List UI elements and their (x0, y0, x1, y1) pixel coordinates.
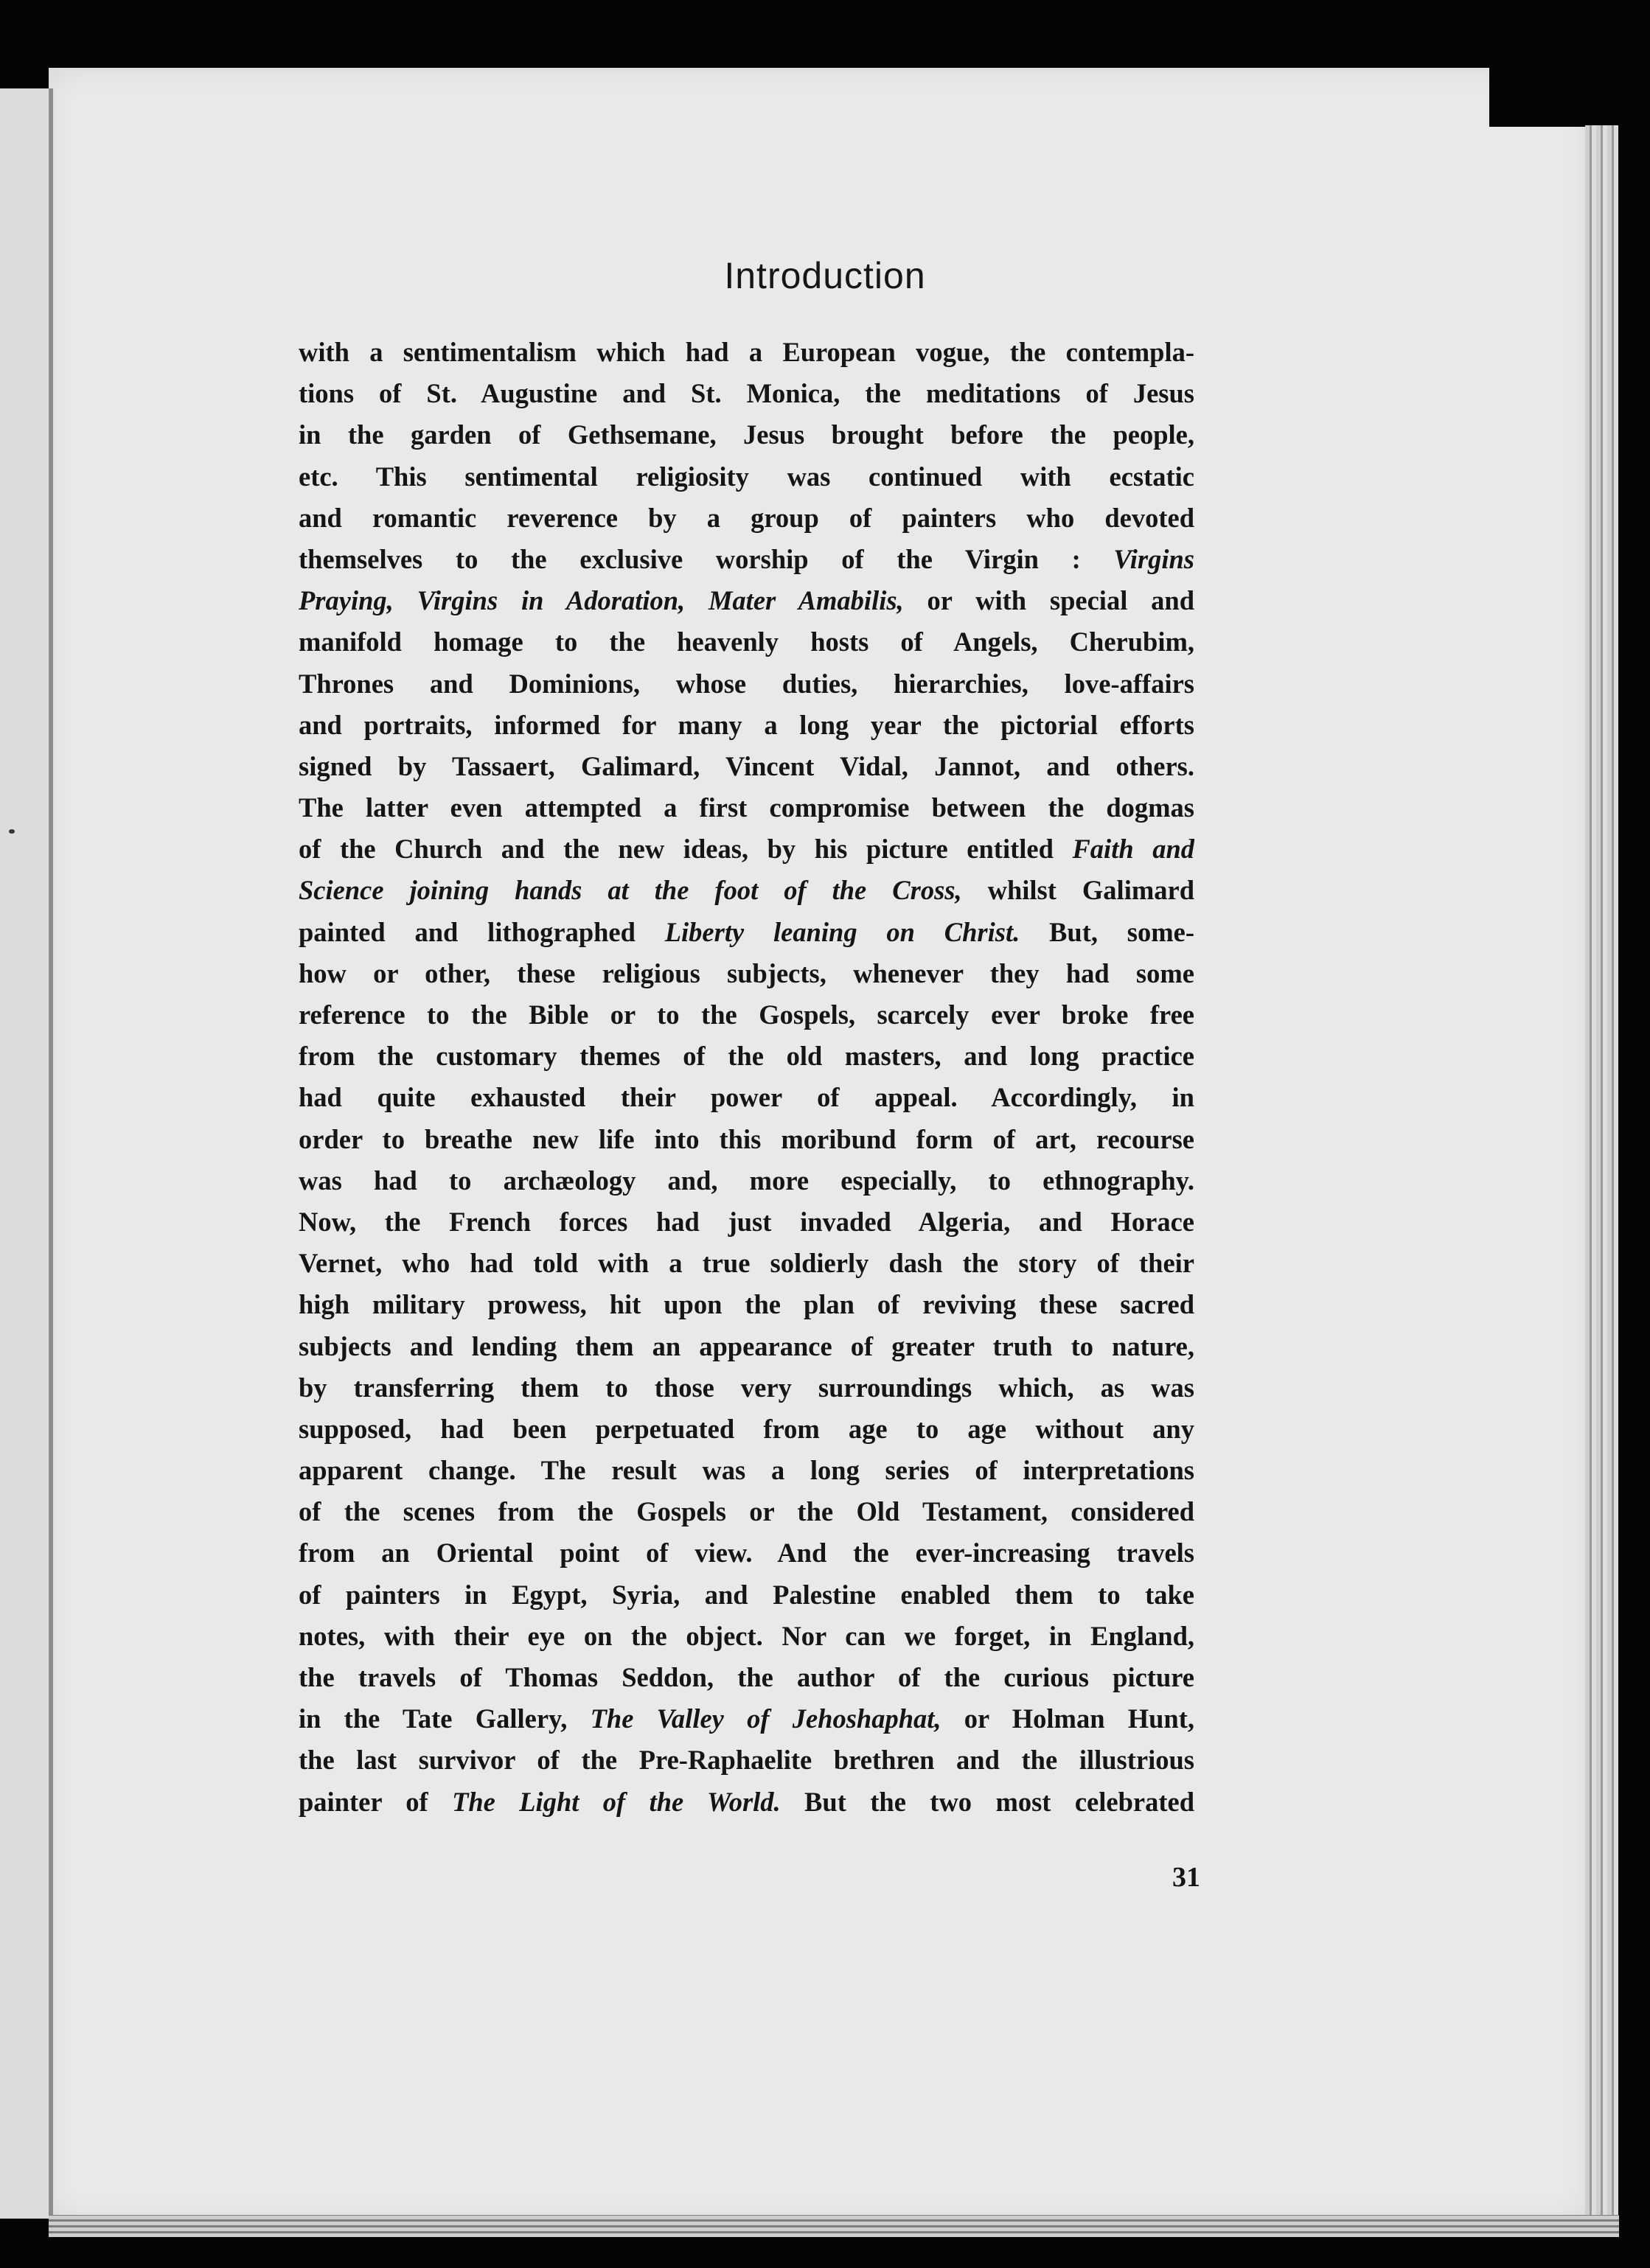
text-line (299, 1616, 1194, 1657)
text-run: tions of St. Augustine and St. Monica, the meditations of Jesus (299, 378, 1194, 409)
text-run: The latter even attempted a first compromise between the dogmas (299, 792, 1194, 823)
text-run: and portraits, informed for many a long year the pictorial efforts (299, 709, 1194, 740)
text-line (299, 1201, 1194, 1243)
text-run: signed by Tassaert, Galimard, Vincent Vidal, Jannot, and others. (299, 750, 1194, 781)
previous-page-edge (0, 88, 52, 2219)
text-line (299, 994, 1194, 1036)
text-line (299, 1532, 1194, 1574)
text-run: Vernet, who had told with a true soldierly dash the story of their (299, 1248, 1194, 1279)
text-line (299, 1698, 1194, 1740)
text-run: or Holman Hunt, (941, 1703, 1194, 1734)
text-line (299, 746, 1194, 787)
text-line (299, 373, 1194, 414)
text-run: subjects and lending them an appearance of greater truth to nature, (299, 1330, 1194, 1361)
text-line (299, 498, 1194, 539)
text-run: whilst Galimard (961, 875, 1194, 906)
text-line (299, 1574, 1194, 1616)
text-run: the travels of Thomas Seddon, the author of the curious picture (299, 1662, 1194, 1692)
text-run: painter of (299, 1786, 453, 1817)
italic-title: The Light of the World. (452, 1786, 781, 1817)
text-run: painted and lithographed (299, 916, 665, 947)
text-line (299, 621, 1194, 663)
page-corner-shadow (1489, 68, 1592, 127)
running-head: Introduction (724, 255, 926, 296)
text-run: had quite exhausted their power of appeal. Accordingly, in (299, 1082, 1194, 1113)
text-run: was had to archæology and, more especially, to ethnography. (299, 1165, 1194, 1196)
text-run: the last survivor of the Pre-Raphaelite brethren and the illustrious (299, 1745, 1194, 1776)
page-stack-bottom-edge (49, 2215, 1619, 2237)
text-run: how or other, these religious subjects, whenever they had some (299, 957, 1194, 988)
text-run: from the customary themes of the old masters, and long practice (299, 1041, 1194, 1072)
text-run: high military prowess, hit upon the plan of reviving these sacred (299, 1289, 1194, 1320)
text-line (299, 1740, 1194, 1781)
text-run: or with special and (903, 585, 1194, 616)
text-run: Now, the French forces had just invaded Algeria, and Horace (299, 1206, 1194, 1237)
text-line (299, 1284, 1194, 1325)
text-run: order to breathe new life into this moribund form of art, recourse (299, 1123, 1194, 1154)
text-run: and romantic reverence by a group of painters who devoted (299, 502, 1194, 533)
text-run: etc. This sentimental religiosity was continued with ecstatic (299, 461, 1194, 492)
text-line (299, 1367, 1194, 1409)
text-line (299, 1036, 1194, 1077)
text-run: in the Tate Gallery, (299, 1703, 591, 1734)
text-line (299, 580, 1194, 621)
text-line (299, 1657, 1194, 1698)
text-run: of painters in Egypt, Syria, and Palestine enabled them to take (299, 1579, 1194, 1610)
text-run: Thrones and Dominions, whose duties, hierarchies, love-affairs (299, 668, 1194, 699)
text-line (299, 1450, 1194, 1491)
text-line (299, 705, 1194, 746)
text-line (299, 1077, 1194, 1118)
text-line (299, 1119, 1194, 1160)
scan-speck (9, 829, 15, 834)
text-run: from an Oriental point of view. And the ever-increasing travels (299, 1538, 1194, 1569)
text-line (299, 1326, 1194, 1367)
text-run: in the garden of Gethsemane, Jesus brought before the people, (299, 419, 1194, 450)
text-line (299, 1782, 1194, 1823)
text-line (299, 663, 1194, 705)
text-line (299, 1243, 1194, 1284)
gutter-shadow (49, 88, 53, 2219)
text-line (299, 828, 1194, 870)
body-text (299, 332, 1194, 1823)
text-line (299, 912, 1194, 953)
text-line (299, 953, 1194, 994)
italic-title: Liberty leaning on Christ. (664, 916, 1020, 947)
text-run: apparent change. The result was a long series of interpretations (299, 1455, 1194, 1486)
text-line (299, 332, 1194, 373)
italic-title: Praying, Virgins in Adoration, Mater Amabilis, (299, 585, 904, 616)
text-run: with a sentimentalism which had a European vogue, the contempla- (299, 337, 1194, 367)
text-line (299, 1491, 1194, 1532)
text-run: notes, with their eye on the object. Nor can we forget, in England, (299, 1620, 1194, 1651)
text-run: supposed, had been perpetuated from age to age without any (299, 1413, 1194, 1444)
page-stack-right-edge (1585, 125, 1618, 2219)
text-run: reference to the Bible or to the Gospels, scarcely ever broke free (299, 999, 1194, 1030)
text-run: themselves to the exclusive worship of the Virgin : (299, 543, 1114, 574)
text-line (299, 870, 1194, 911)
text-run: But, some- (1020, 916, 1194, 947)
text-line (299, 414, 1194, 456)
text-run: of the scenes from the Gospels or the Old Testament, considered (299, 1496, 1194, 1527)
italic-title: Science joining hands at the foot of the Cross, (299, 875, 962, 906)
italic-title: Virgins (1113, 543, 1194, 574)
text-line (299, 539, 1194, 580)
text-line (299, 456, 1194, 498)
italic-title: The Valley of Jehoshaphat, (590, 1703, 941, 1734)
text-run: But the two most celebrated (780, 1786, 1194, 1817)
text-run: by transferring them to those very surroundings which, as was (299, 1372, 1194, 1403)
text-line (299, 1409, 1194, 1450)
text-line (299, 787, 1194, 828)
text-run: of the Church and the new ideas, by his picture entitled (299, 834, 1073, 865)
italic-title: Faith and (1072, 834, 1194, 865)
text-line (299, 1160, 1194, 1201)
text-run: manifold homage to the heavenly hosts of Angels, Cherubim, (299, 627, 1194, 657)
page-number: 31 (1172, 1862, 1200, 1893)
